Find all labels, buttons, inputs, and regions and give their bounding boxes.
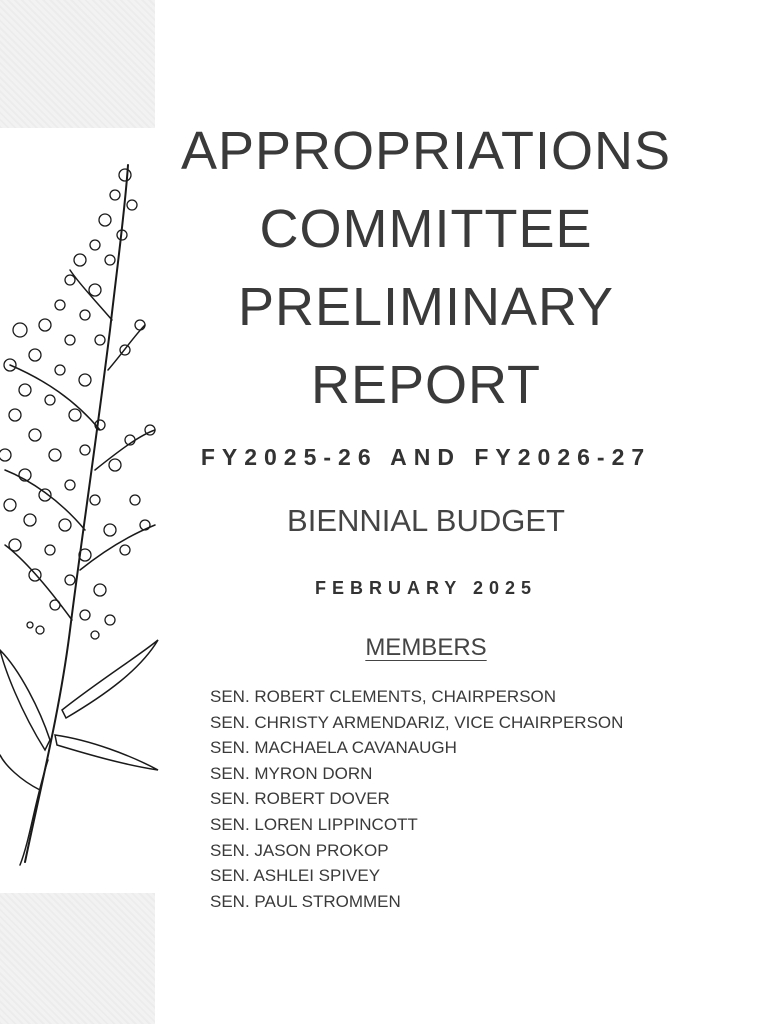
plant-illustration <box>0 150 160 870</box>
report-title <box>140 112 712 424</box>
title-line: COMMITTEE <box>259 199 593 259</box>
fiscal-years: FY2025-26 AND FY2026-27 <box>200 444 652 470</box>
title-line: PRELIMINARY <box>237 277 615 337</box>
members-heading-text: MEMBERS <box>365 634 487 661</box>
member-item: SEN. MACHAELA CAVANAUGH <box>210 738 457 758</box>
member-item: SEN. MYRON DORN <box>210 763 373 783</box>
member-item: SEN. PAUL STROMMEN <box>210 891 401 911</box>
report-date: FEBRUARY 2025 <box>314 578 538 598</box>
subtitle: BIENNIAL BUDGET <box>287 503 565 538</box>
members-heading <box>140 634 712 662</box>
member-item: SEN. JASON PROKOP <box>210 840 389 860</box>
decorative-strip-bottom <box>0 893 155 1024</box>
decorative-strip-top <box>0 0 155 128</box>
member-item: SEN. ROBERT CLEMENTS, CHAIRPERSON <box>210 687 557 706</box>
member-item: SEN. ASHLEI SPIVEY <box>210 866 381 886</box>
title-line: REPORT <box>310 355 542 415</box>
title-line: APPROPRIATIONS <box>180 121 672 181</box>
member-item: SEN. ROBERT DOVER <box>210 789 390 809</box>
members-list <box>210 684 623 914</box>
member-item: SEN. CHRISTY ARMENDARIZ, VICE CHAIRPERSON <box>210 712 624 732</box>
member-item: SEN. LOREN LIPPINCOTT <box>210 814 418 834</box>
